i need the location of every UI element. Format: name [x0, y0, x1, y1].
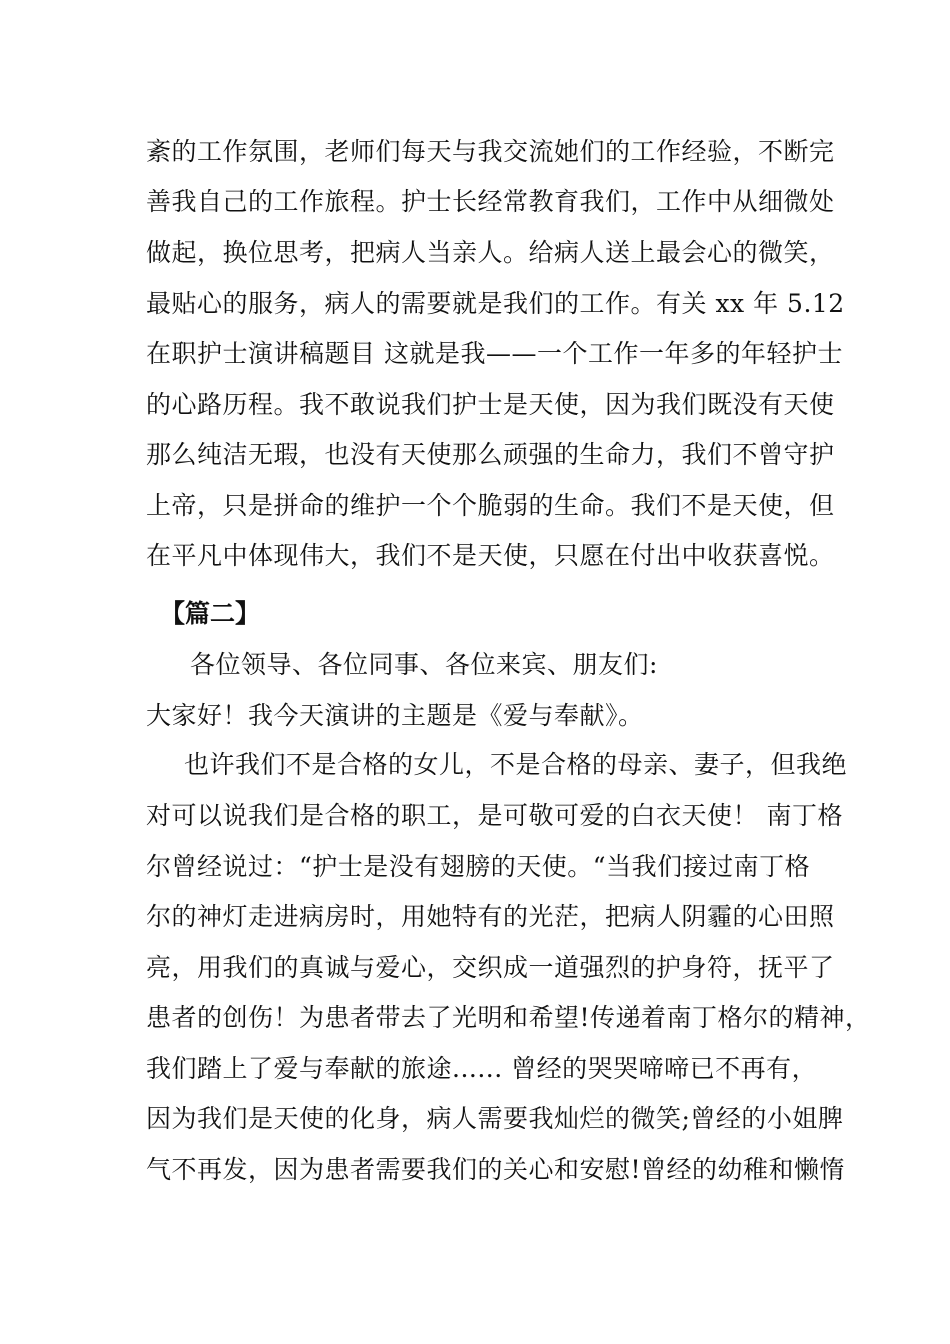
paragraph-line: 我们踏上了爱与奉献的旅途...... 曾经的哭哭啼啼已不再有，	[146, 1054, 818, 1083]
intro-line: 大家好！我今天演讲的主题是《爱与奉献》。	[146, 701, 644, 730]
paragraph-line: 那么纯洁无瑕，也没有天使那么顽强的生命力，我们不曾守护	[146, 440, 835, 469]
paragraph-line: 善我自己的工作旅程。护士长经常教育我们，工作中从细微处	[146, 187, 835, 216]
paragraph-line: 因为我们是天使的化身，病人需要我灿烂的微笑;曾经的小姐脾	[146, 1104, 844, 1133]
section-heading: 【篇二】	[160, 599, 261, 628]
paragraph-line: 在职护士演讲稿题目 这就是我——一个工作一年多的年轻护士	[146, 339, 843, 368]
paragraph-line: 最贴心的服务，病人的需要就是我们的工作。有关 xx 年 5.12	[146, 289, 845, 318]
paragraph-line: 对可以说我们是合格的职工，是可敬可爱的白衣天使！ 南丁格	[146, 801, 843, 830]
paragraph-line: 在平凡中体现伟大，我们不是天使，只愿在付出中收获喜悦。	[146, 541, 835, 570]
paragraph-line: 紊的工作氛围，老师们每天与我交流她们的工作经验，不断完	[146, 137, 835, 166]
paragraph-line: 尔曾经说过：“护士是没有翅膀的天使。“当我们接过南丁格	[146, 852, 811, 881]
paragraph-line: 做起，换位思考，把病人当亲人。给病人送上最会心的微笑，	[146, 238, 835, 267]
paragraph-line: 的心路历程。我不敢说我们护士是天使，因为我们既没有天使	[146, 390, 835, 419]
paragraph-line: 患者的创伤！为患者带去了光明和希望!传递着南丁格尔的精神，	[146, 1003, 871, 1032]
paragraph-line: 亮，用我们的真诚与爱心，交织成一道强烈的护身符，抚平了	[146, 953, 835, 982]
paragraph-line: 上帝，只是拼命的维护一个个脆弱的生命。我们不是天使，但	[146, 491, 835, 520]
paragraph-line: 尔的神灯走进病房时，用她特有的光茫，把病人阴霾的心田照	[146, 902, 835, 931]
greeting-line: 各位领导、各位同事、各位来宾、朋友们:	[190, 650, 658, 679]
paragraph-line: 气不再发，因为患者需要我们的关心和安慰!曾经的幼稚和懒惰	[146, 1155, 846, 1184]
paragraph-line: 也许我们不是合格的女儿，不是合格的母亲、妻子，但我绝	[184, 750, 848, 779]
